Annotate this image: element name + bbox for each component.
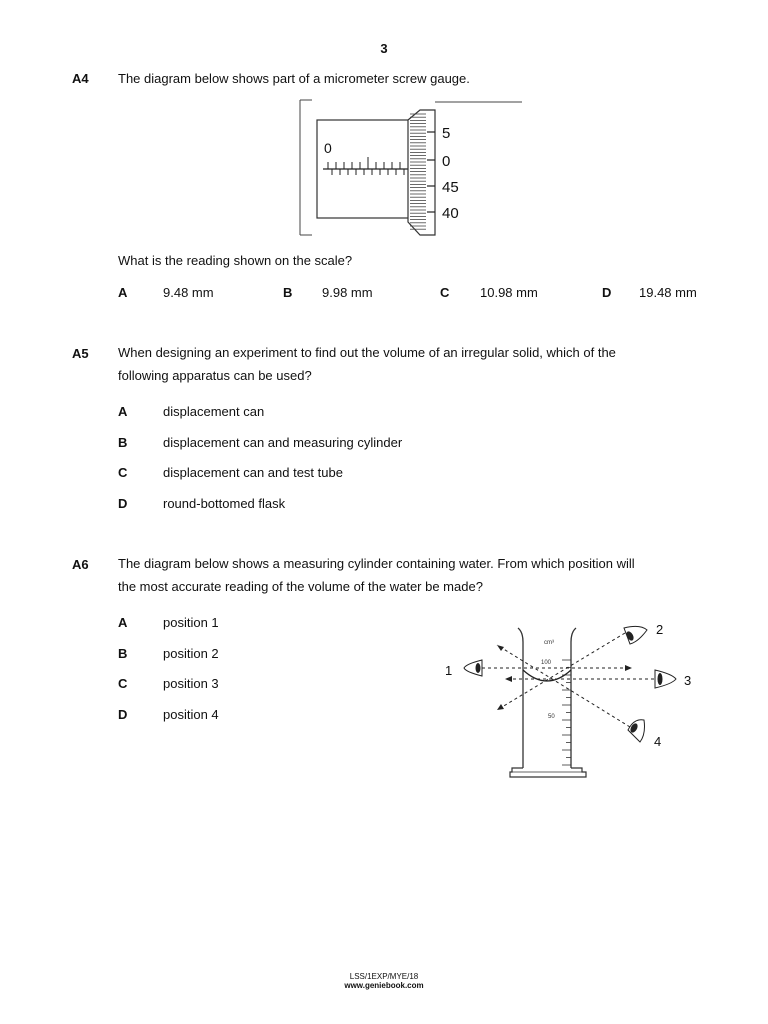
main-scale-zero-label: 0 [324, 140, 332, 156]
a6-option-c[interactable]: position 3 [163, 676, 219, 691]
position-label-2: 2 [656, 622, 664, 637]
thimble-label-40: 40 [442, 205, 459, 222]
page-number: 3 [380, 41, 388, 56]
a6-option-letter-d: D [118, 707, 128, 722]
question-number-a6: A6 [72, 557, 89, 572]
a6-option-b[interactable]: position 2 [163, 646, 219, 661]
a5-option-letter-a: A [118, 404, 128, 419]
question-a4-prompt: What is the reading shown on the scale? [118, 253, 353, 268]
a5-option-c[interactable]: displacement can and test tube [163, 465, 343, 480]
question-a4-text: The diagram below shows part of a micrometer screw gauge. [118, 71, 470, 86]
eye-icon-position-3 [655, 670, 676, 688]
a4-option-letter-c: C [440, 285, 450, 300]
a5-option-letter-d: D [118, 496, 128, 511]
footer-code: LSS/1EXP/MYE/18 [349, 972, 419, 981]
question-number-a4: A4 [72, 71, 89, 86]
a4-option-c[interactable]: 10.98 mm [480, 285, 538, 300]
a6-option-letter-a: A [118, 615, 128, 630]
cylinder-mark-50: 50 [548, 714, 555, 720]
eye-icon-position-1 [464, 660, 482, 676]
a5-option-a[interactable]: displacement can [163, 404, 265, 419]
a6-option-letter-b: B [118, 646, 128, 661]
thimble-label-0: 0 [442, 153, 451, 170]
thimble-label-5: 5 [442, 125, 451, 142]
a5-option-letter-b: B [118, 435, 128, 450]
measuring-cylinder-diagram [440, 620, 705, 785]
a4-option-d[interactable]: 19.48 mm [639, 285, 697, 300]
a6-option-letter-c: C [118, 676, 128, 691]
position-label-4: 4 [654, 734, 662, 749]
question-a6-text-line1: The diagram below shows a measuring cylinder containing water. From which position will [118, 556, 635, 571]
thimble-label-45: 45 [442, 179, 459, 196]
a4-option-a[interactable]: 9.48 mm [163, 285, 214, 300]
eye-icon-position-2 [624, 626, 647, 644]
a4-option-b[interactable]: 9.98 mm [322, 285, 373, 300]
position-label-3: 3 [684, 673, 692, 688]
eye-icon-position-4 [628, 720, 645, 742]
question-a6-text-line2: the most accurate reading of the volume of the water be made? [118, 579, 483, 594]
footer-website: www.geniebook.com [344, 981, 424, 990]
a5-option-letter-c: C [118, 465, 128, 480]
a5-option-d[interactable]: round-bottomed flask [163, 496, 286, 511]
cylinder-unit-label: cm³ [544, 640, 554, 646]
question-a5-text-line2: following apparatus can be used? [118, 368, 312, 383]
question-a5-text-line1: When designing an experiment to find out the volume of an irregular solid, which of the [118, 345, 616, 360]
question-number-a5: A5 [72, 346, 89, 361]
a6-option-d[interactable]: position 4 [163, 707, 219, 722]
a5-option-b[interactable]: displacement can and measuring cylinder [163, 435, 403, 450]
micrometer-diagram [290, 98, 530, 240]
a4-option-letter-d: D [602, 285, 612, 300]
cylinder-mark-100: 100 [541, 660, 552, 666]
a4-option-letter-b: B [283, 285, 293, 300]
a4-option-letter-a: A [118, 285, 128, 300]
position-label-1: 1 [445, 663, 453, 678]
a6-option-a[interactable]: position 1 [163, 615, 219, 630]
